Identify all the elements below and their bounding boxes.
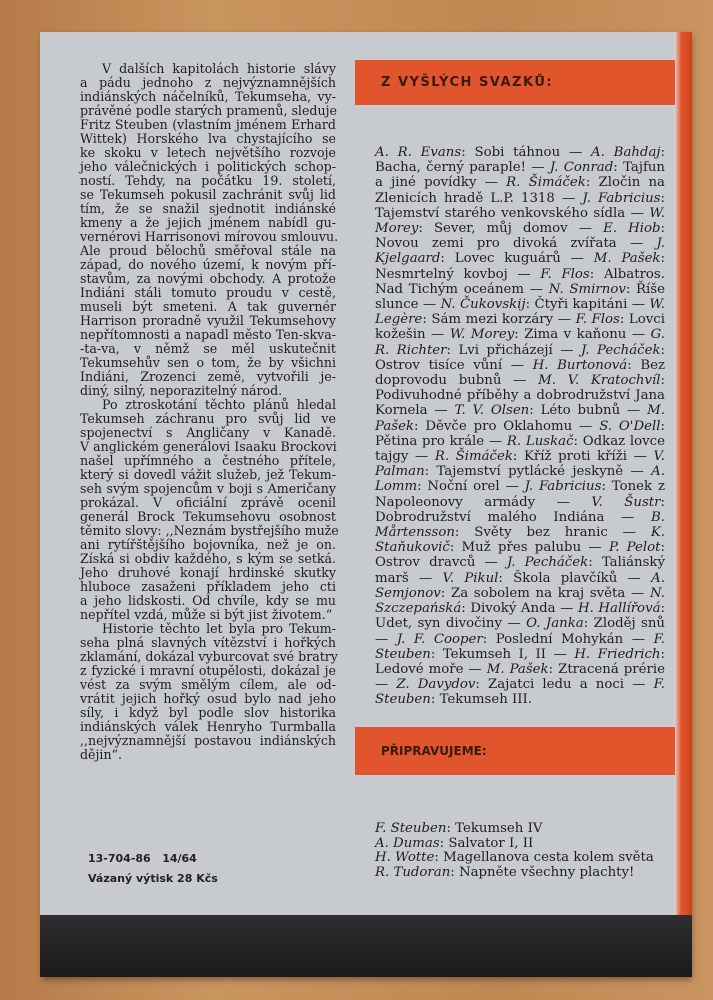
synopsis-line: Získá si obdiv každého, s kým se setká. (80, 551, 336, 566)
synopsis-line: Tekumsehův sen o tom, že by všichni (80, 355, 336, 370)
book-title: Dobrodružství malého Indiána (375, 509, 605, 525)
author-name: E. Hiob (603, 221, 661, 237)
author-name: W. Legère (375, 297, 665, 328)
published-title-entry: M. Pašek: Ztracená prérie — (375, 661, 665, 693)
author-name: O. Janka (526, 616, 584, 632)
author-name: A. Dumas (375, 835, 440, 851)
author-name: F. Steuben (375, 677, 665, 708)
book-title: Děvče pro Oklahomu (425, 418, 573, 434)
synopsis-line: diný, silný, neporazitelný národ. (80, 383, 283, 398)
synopsis-line: Fritz Steuben (vlastním jménem Erhard (80, 117, 336, 132)
author-name: K. Staňukovič (375, 525, 665, 556)
published-title-entry: J. Pecháček: Taliánský marš — (375, 555, 665, 586)
book-title: Divoký Anda (470, 601, 556, 617)
synopsis-line: museli být smeteni. A tak guvernér (80, 299, 336, 314)
synopsis-line: prokázal. V oficiální zprávě ocenil (80, 495, 336, 510)
synopsis-line: Historie těchto let byla pro Tekum- (102, 621, 336, 636)
book-title: Škola plavčíků (513, 570, 618, 586)
synopsis-line: Indiáni, Zrozenci země, vytvořili je- (80, 369, 336, 384)
published-title-entry: M. Pašek: Děvče pro Oklahomu — (375, 403, 665, 434)
book-title: Říše slunce (375, 281, 665, 313)
synopsis-line: z fyzické i mravní otupělosti, dokázal je (80, 663, 336, 678)
author-name: J. Conrad (549, 160, 614, 176)
book-title: Bez doprovodu bubnů (375, 357, 665, 389)
synopsis-line: síly, i když byl podle slov historika (80, 705, 336, 720)
author-name: F. Flos (575, 312, 620, 328)
author-name: Z. Davydov (396, 677, 476, 693)
book-title: Světy bez hranic (474, 525, 608, 541)
upcoming-heading: PŘIPRAVUJEME: (381, 744, 487, 758)
author-name: S. O'Dell (599, 418, 661, 434)
author-name: J. Fabricius (524, 479, 602, 495)
author-name: F. Steuben (375, 821, 447, 836)
book-title: Kříž proti kříži (523, 449, 628, 465)
book-title: Zločin na Zlenicích hradě L.P. 1318 (375, 175, 665, 206)
book-title: Poslední Mohykán (495, 631, 624, 647)
author-name: R. Šimáček (434, 449, 513, 465)
author-name: G. R. Richter (375, 327, 665, 358)
book-title: Ztracená prérie (558, 661, 665, 677)
synopsis-line: seh svým spojencům v boji s Američany (80, 481, 336, 496)
author-name: J. Kjelgaard (375, 236, 665, 267)
book-title: Magellanova cesta kolem světa (443, 850, 654, 865)
synopsis-text (80, 61, 339, 762)
book-title: Noční orel (427, 479, 500, 495)
publication-code: 13-704-86 14/64 (88, 852, 197, 865)
published-title-entry: V. Palman: Tajemství pytlácké jeskyně — (375, 449, 665, 480)
book-title: Sám mezi korzáry (431, 312, 554, 328)
author-name: M. Pašek (486, 661, 549, 677)
book-title: Tajemství starého venkovského sídla (375, 205, 626, 221)
synopsis-line: dějin“. (80, 747, 122, 762)
book-title: Lvi přicházejí (458, 342, 553, 358)
author-name: A. Lomm (375, 464, 665, 495)
upcoming-title-entry: H. Wotte: Magellanova cesta kolem světa (375, 850, 654, 865)
book-title: Sobi táhnou (474, 145, 561, 160)
published-title-entry: R. Šimáček: Kříž proti kříži — (434, 449, 654, 465)
published-title-entry: V. Šustr: Dobrodružství malého Indiána — (375, 494, 665, 525)
published-title-entry: J. F. Cooper: Poslední Mohykán — (396, 631, 654, 647)
book-title: Muž přes palubu (461, 540, 582, 556)
published-title-entry: N. Smirnov: Říše slunce — (375, 281, 665, 313)
published-title-entry: P. Pelot: Ostrov dravců — (375, 540, 665, 571)
book-title: Novou zemi pro divoká zvířata (375, 236, 617, 252)
author-name: V. Šustr (591, 494, 661, 510)
synopsis-line: seha plná slavných vítězství i hořkých (80, 635, 336, 650)
author-name: A. Semjonov (375, 570, 665, 601)
synopsis-line: vrátit jejich hořký osud bylo nad jeho (80, 691, 336, 706)
published-title-entry: A. Bahdaj: Bacha, černý paraple! — (375, 145, 665, 176)
published-title-entry: H. Hallířová: Udet, syn divočiny — (375, 601, 665, 632)
book-title: Nesmrtelný kovboj (375, 266, 508, 282)
published-heading-band (355, 60, 675, 105)
author-name: H. Burtonová (532, 357, 628, 373)
synopsis-line: hluboce zasaženi příkladem jeho cti (80, 579, 336, 594)
author-name: N. Szczepańská (375, 585, 665, 617)
synopsis-line: zklamání, dokázal vyburcovat své bratry (80, 649, 338, 664)
book-title: Tajfun a jiné povídky (375, 160, 665, 191)
published-title-entry: A. Semjonov: Za sobolem na kraj světa — (375, 570, 665, 601)
author-name: M. Pašek (593, 251, 661, 267)
author-name: J. Fabricius (582, 190, 661, 206)
synopsis-line: vést za svým smělým cílem, ale od- (80, 677, 336, 692)
published-title-entry: E. Hiob: Novou zemi pro divoká zvířata — (375, 221, 665, 252)
synopsis-line: Wittek) Horského lva chystajícího se (80, 131, 336, 146)
synopsis-line: vernérovi Harrisonovi mírovou smlouvu. (80, 229, 339, 244)
published-title-entry: R. Šimáček: Zločin na Zlenicích hradě L.P. 1318 — (375, 175, 665, 206)
published-title-entry: W. Morey: Sever, můj domov — (375, 205, 665, 237)
author-name: M. Pašek (375, 403, 665, 434)
book-title: Udet, syn divočiny (375, 616, 502, 632)
synopsis-line: generál Brock Tekumsehovu osobnost (80, 509, 336, 524)
published-title-entry: W. Legère: Sám mezi korzáry — (375, 297, 665, 328)
published-title-entry: F. Steuben: Tekumseh III. (375, 677, 665, 708)
published-title-entry: H. Friedrich: Ledové moře — (375, 646, 665, 677)
synopsis-line: ani rytířštějšího bojovníka, než je on. (80, 537, 336, 552)
book-title: Ledové moře (375, 661, 464, 677)
upcoming-title-entry: A. Dumas: Salvator I, II (375, 835, 534, 851)
author-name: A. Bahdaj (591, 145, 661, 160)
published-title-entry: T. V. Olsen: Léto bubnů — (454, 403, 648, 419)
synopsis-line: se Tekumseh pokusil zachránit svůj lid (80, 187, 336, 202)
author-name: R. Luskač (506, 433, 574, 449)
synopsis-line: západ, do nového území, k novým pří- (80, 257, 336, 272)
synopsis-line: indiánských náčelníků, Tekumseha, vy- (80, 89, 336, 104)
book-title: Tekumseh I, II (442, 646, 547, 662)
synopsis-line: ,,nejvýznamnější postavou indiánských (80, 733, 336, 748)
synopsis-line: indiánských válek Henryho Turmballa (80, 719, 336, 734)
author-name: V. Palman (375, 449, 665, 480)
author-name: N. Čukovskij (440, 297, 526, 313)
author-name: R. Tudoran (375, 864, 451, 880)
upcoming-title-entry: R. Tudoran: Napněte všechny plachty! (375, 864, 635, 880)
synopsis-line: těmito slovy: ,,Neznám bystřejšího muže (80, 523, 339, 538)
author-name: M. V. Kratochvíl (538, 373, 661, 389)
published-title-entry: H. Burtonová: Bez doprovodu bubnů — (375, 357, 665, 389)
synopsis-line: a pádu jednoho z nejvýznamnějších (80, 75, 336, 90)
synopsis-line: Ale proud bělochů směřoval stále na (80, 243, 336, 258)
book-title: Salvator I, II (448, 835, 534, 851)
book-title: Podivuhodné příběhy a dobrodružství Jana Kornela (375, 388, 665, 419)
published-title-entry: F. Steuben: Tekumseh I, II — (375, 631, 665, 662)
book-title: Čtyři kapitáni (534, 297, 628, 313)
published-title-entry: O. Janka: Zloděj snů — (375, 616, 665, 647)
author-name: F. Flos (540, 266, 590, 282)
author-name: T. V. Olsen (454, 403, 530, 419)
book-title: Ostrov tisíce vůní (375, 357, 503, 373)
published-title-entry: M. Pašek: Nesmrtelný kovboj — (375, 251, 665, 282)
author-name: H. Wotte (375, 850, 435, 865)
book-title: Tonek z Napoleonovy armády (375, 479, 665, 510)
upcoming-heading-band (355, 727, 675, 775)
published-title-entry: N. Szczepańská: Divoký Anda — (375, 585, 665, 617)
published-title-entry: B. Mårtensson: Světy bez hranic — (375, 509, 665, 541)
published-title-entry: R. Luskač: Odkaz lovce tajgy — (375, 433, 665, 465)
author-name: W. Morey (449, 327, 515, 343)
book-title: Tekumseh IV (455, 821, 543, 836)
upcoming-title-entry: F. Steuben: Tekumseh IV (375, 821, 543, 836)
author-name: V. Pikul (442, 570, 499, 586)
published-title-entry: S. O'Dell: Pětina pro krále — (375, 418, 665, 449)
published-title-entry: J. Kjelgaard: Lovec kuguárů — (375, 236, 665, 267)
book-title: Ostrov dravců (375, 555, 476, 571)
synopsis-line: ke skoku v letech největšího rozvoje (80, 145, 336, 160)
published-title-entry: A. R. Evans: Sobi táhnou — (375, 145, 592, 160)
synopsis-line: Jeho druhové konají hrdinské skutky (80, 565, 336, 580)
book-title: Zima v kaňonu (524, 327, 627, 343)
book-title: Napněte všechny plachty! (458, 864, 635, 880)
synopsis-line: Tekumseh záchranu pro svůj lid ve (80, 411, 336, 426)
published-title-entry: V. Pikul: Škola plavčíků — (442, 570, 652, 586)
price-label: Vázaný výtisk 28 Kčs (88, 872, 218, 885)
published-title-entry: N. Čukovskij: Čtyři kapitáni — (440, 297, 650, 313)
published-title-entry: J. Conrad: Tajfun a jiné povídky — (375, 160, 665, 191)
synopsis-line: našel upřímného a čestného přítele, (80, 453, 336, 468)
author-name: J. F. Cooper (396, 631, 483, 647)
synopsis-line: spojenectví s Angličany v Kanadě. (80, 425, 336, 440)
synopsis-line: nepřítel vzdá, může si být jist životem.“ (80, 607, 333, 622)
published-title-entry: Z. Davydov: Zajatci ledu a noci — (396, 677, 654, 693)
cover-bottom-binding (40, 915, 692, 977)
synopsis-line: V dalších kapitolách historie slávy (102, 61, 336, 76)
synopsis-line: a jeho lidskosti. Od chvíle, kdy se mu (80, 593, 336, 608)
book-title: Za sobolem na kraj světa (450, 585, 626, 601)
book-title: Pětina pro krále (375, 433, 485, 449)
author-name: R. Šimáček (506, 175, 586, 191)
synopsis-line: kmeny a že jejich jménem nabídl gu- (80, 215, 336, 230)
author-name: W. Morey (375, 205, 665, 237)
synopsis-line: -ta-va, v němž se měl uskutečnit (80, 341, 336, 356)
synopsis-line: ností. Tehdy, na počátku 19. století, (80, 173, 336, 188)
author-name: J. Pecháček (581, 342, 661, 358)
published-title-entry: J. Fabricius: Tajemství starého venkovského sídla — (375, 190, 665, 221)
published-title-entry: J. Fabricius: Tonek z Napoleonovy armády — (375, 479, 665, 510)
author-name: P. Pelot (608, 540, 661, 556)
synopsis-line: Indiáni stáli tomuto proudu v cestě, (80, 285, 336, 300)
book-title: Lovec kuguárů (454, 251, 561, 267)
published-heading: Z VYŠLÝCH SVAZKŮ: (381, 75, 554, 90)
synopsis-line: V anglickém generálovi Isaaku Brockovi (80, 439, 337, 454)
book-title: Bacha, černý paraple! (375, 160, 526, 176)
book-spine (674, 32, 692, 937)
book-title: Sever, můj domov (433, 221, 568, 237)
published-title-entry: M. V. Kratochvíl: Podivuhodné příběhy a dobrodružství Jana Kornela — (375, 373, 665, 419)
synopsis-line: jeho válečnických i politických schop- (80, 159, 336, 174)
synopsis-line: nepřítomnosti a napadl město Ten-skva- (80, 327, 336, 342)
synopsis-line: tím, že se snažil sjednotit indiánské (80, 201, 336, 216)
book-title: Albatros. Nad Tichým oceánem (375, 266, 665, 297)
book-title: Lovci kožešin (375, 312, 665, 343)
book-title: Tajemství pytlácké jeskyně (436, 464, 624, 480)
author-name: J. Pecháček (506, 555, 589, 571)
published-title-entry: W. Morey: Zima v kaňonu — (449, 327, 651, 343)
published-titles-list (375, 145, 665, 708)
book-title: Léto bubnů (540, 403, 621, 419)
author-name: H. Friedrich (574, 646, 661, 662)
author-name: N. Smirnov (548, 281, 626, 297)
synopsis-line: stavům, za novými obchody. A protože (80, 271, 336, 286)
published-title-entry: F. Flos: Albatros. Nad Tichým oceánem — (375, 266, 665, 297)
author-name: A. R. Evans (375, 145, 462, 160)
published-title-entry: A. Lomm: Noční orel — (375, 464, 665, 495)
published-title-entry: F. Flos: Lovci kožešin — (375, 312, 665, 343)
book-title: Taliánský marš (375, 555, 665, 586)
book-title: Zajatci ledu a noci (488, 677, 625, 693)
synopsis-line: Harrison proradně využil Tekumsehovy (80, 313, 336, 328)
synopsis-line: právěné podle starých pramenů, sleduje (80, 103, 337, 118)
book-title: Tekumseh III. (439, 692, 532, 708)
upcoming-titles-list (375, 822, 654, 880)
published-title-entry: J. Pecháček: Ostrov tisíce vůní — (375, 342, 665, 373)
synopsis-line: který si dovedl vážit služeb, jež Tekum- (80, 467, 336, 482)
author-name: B. Mårtensson (375, 509, 665, 541)
published-title-entry: K. Staňukovič: Muž přes palubu — (375, 525, 665, 556)
author-name: H. Hallířová (578, 601, 661, 617)
author-name: F. Steuben (375, 631, 665, 662)
published-title-entry: G. R. Richter: Lvi přicházejí — (375, 327, 665, 358)
book-title: Zloděj snů (593, 616, 665, 632)
book-title: Odkaz lovce tajgy (375, 433, 665, 465)
synopsis-line: Po ztroskotání těchto plánů hledal (102, 397, 336, 412)
